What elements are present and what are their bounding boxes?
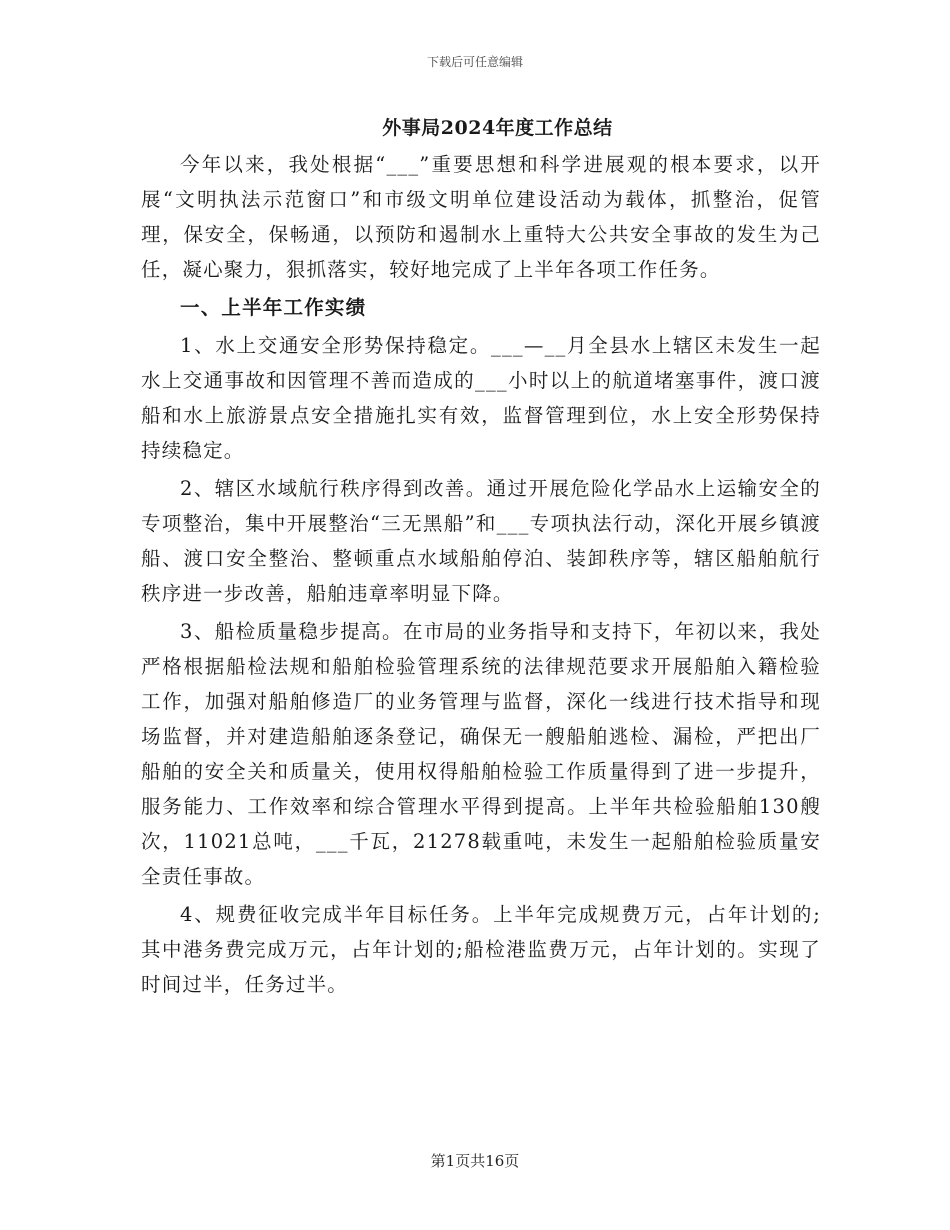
body-paragraph: 3、船检质量稳步提高。在市局的业务指导和支持下，年初以来，我处严格根据船检法规和船舶检验管理系统的法律规范要求开展船舶入籍检验工作，加强对船舶修造厂的业务管理与监督，深化一线进行技术指导和现场监督，并对建造船舶逐条登记，确保无一艘船舶逃检、漏检，严把出厂船舶的安全关和质量关，使用权得船舶检验工作质量得到了进一步提升，服务能力、工作效率和综合管理水平得到提高。上半年共检验船舶130艘次，11021总吨，___千瓦，21278载重吨，未发生一起船舶检验质量安全责任事故。 [141, 620, 821, 888]
intro-paragraph: 今年以来，我处根据“___”重要思想和科学进展观的根本要求，以开展“文明执法示范窗口”和市级文明单位建设活动为载体，抓整治，促管理，保安全，保畅通，以预防和遏制水上重特大公共安全事故的发生为己任，凝心聚力，狠抓落实，较好地完成了上半年各项工作任务。 [141, 153, 821, 281]
body-paragraph: 4、规费征收完成半年目标任务。上半年完成规费万元，占年计划的;其中港务费完成万元，占年计划的;船检港监费万元，占年计划的。实现了时间过半，任务过半。 [141, 903, 821, 996]
page-number: 第1页共16页 [430, 1152, 520, 1170]
document-body [141, 147, 821, 1005]
body-paragraph: 2、辖区水域航行秩序得到改善。通过开展危险化学品水上运输安全的专项整治，集中开展整治“三无黑船”和___专项执法行动，深化开展乡镇渡船、渡口安全整治、整顿重点水域船舶停泊、装卸秩序等，辖区船舶航行秩序进一步改善，船舶违章率明显下降。 [141, 477, 821, 605]
download-note: 下载后可任意编辑 [426, 55, 523, 69]
section-heading: 一、上半年工作实绩 [180, 296, 367, 319]
body-paragraph: 1、水上交通安全形势保持稳定。___—__月全县水上辖区未发生一起水上交通事故和因管理不善而造成的___小时以上的航道堵塞事件，渡口渡船和水上旅游景点安全措施扎实有效，监督管理到位，水上安全形势保持持续稳定。 [141, 334, 821, 462]
document-title: 外事局2024年度工作总结 [382, 117, 613, 139]
